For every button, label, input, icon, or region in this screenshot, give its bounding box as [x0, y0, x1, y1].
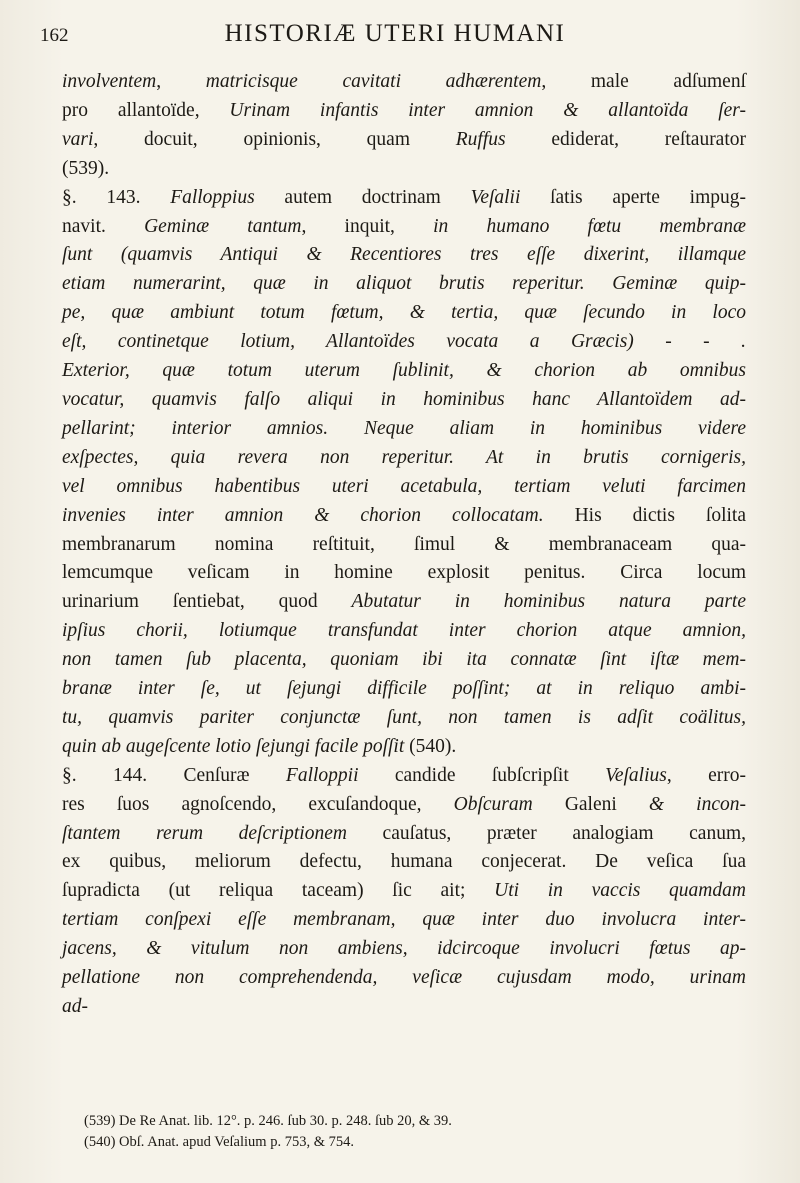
text-line — [62, 357, 746, 386]
roman-run: pro allantoïde, — [62, 99, 230, 121]
text-line — [62, 704, 746, 733]
text-line — [62, 733, 746, 762]
italic-run: Veſalius — [605, 764, 667, 786]
text-line — [62, 993, 746, 1022]
italic-run: involventem — [62, 71, 157, 92]
page-header — [40, 20, 760, 60]
text-line — [62, 473, 746, 502]
italic-run: pellatione non comprehendenda, veſicæ cujusdam modo, urinam — [62, 967, 746, 989]
text-line — [62, 588, 746, 617]
italic-run: Exterior, quæ totum uterum ſublinit, & chorion ab omnibus — [62, 360, 746, 382]
italic-run: Falloppius — [170, 186, 255, 208]
italic-run: ſtantem rerum deſcriptionem — [62, 822, 347, 844]
text-line — [62, 299, 746, 328]
italic-run: branæ inter ſe, ut ſejungi difficile poſſint; at in reliquo ambi- — [62, 678, 746, 700]
italic-run: tu, quamvis pariter conjunctæ ſunt, non tamen is adſit coälitus, — [62, 706, 746, 728]
italic-run: Uti in vaccis quamdam — [494, 880, 746, 902]
footnote: (539) De Re Anat. lib. 12°. p. 246. ſub 30. p. 248. ſub 20, & 39. — [84, 1113, 452, 1129]
roman-run: (539). — [62, 157, 110, 179]
italic-run: Urinam infantis inter amnion & allantoïda ſer- — [229, 99, 746, 121]
italic-run: Ruffus — [455, 128, 506, 150]
text-line — [62, 646, 746, 675]
text-line — [62, 848, 746, 877]
text-line — [62, 328, 746, 357]
roman-run: §. 144. Cenſuræ — [62, 764, 286, 786]
roman-run: lemcumque veſicam in homine explosit penitus. Circa locum — [62, 562, 746, 584]
italic-run: etiam numerarint, quæ in aliquot brutis reperitur. Geminæ quip- — [62, 273, 746, 295]
text-line — [62, 68, 746, 97]
italic-run: Abutatur in hominibus natura parte — [351, 591, 746, 613]
footnotes — [84, 1111, 744, 1153]
roman-run: , male adſumenſ — [541, 71, 746, 92]
roman-run: (540). — [404, 735, 457, 757]
roman-run: candide ſubſcripſit — [358, 764, 606, 786]
italic-run: Obſcuram — [453, 793, 533, 815]
text-line — [62, 386, 746, 415]
text-line — [62, 820, 746, 849]
text-line — [62, 617, 746, 646]
italic-run: Geminæ tantum — [144, 215, 302, 237]
roman-run: , erro- — [666, 764, 746, 786]
running-head: HISTORIÆ UTERI HUMANI — [224, 20, 566, 47]
roman-run: autem doctrinam — [254, 186, 471, 208]
italic-run: ipſius chorii, lotiumque transfundat inter chorion atque amnion, — [62, 620, 746, 642]
text-line — [62, 415, 746, 444]
roman-run: cauſatus, præter analogiam canum, — [346, 822, 746, 844]
page-number: 162 — [40, 25, 69, 46]
italic-run: jacens, & vitulum non ambiens, idcircoque involucri fœtus ap- — [62, 938, 746, 960]
italic-run: vocatur, quamvis falſo aliqui in hominibus hanc Allantoïdem ad- — [62, 388, 746, 410]
italic-run: invenies inter amnion & chorion collocatam. — [62, 504, 544, 526]
text-line — [62, 675, 746, 704]
roman-run: urinarium ſentiebat, quod — [62, 591, 352, 613]
roman-run: Galeni — [532, 793, 649, 815]
text-line — [62, 531, 746, 560]
text-line — [62, 184, 746, 213]
roman-run: ſupradicta (ut reliqua taceam) ſic ait; — [62, 880, 495, 902]
roman-run: , — [156, 71, 206, 92]
roman-run: ex quibus, meliorum defectu, humana conjecerat. De veſica ſua — [62, 851, 746, 873]
italic-run: & incon- — [648, 793, 747, 815]
roman-run: membranarum nomina reſtituit, ſimul & membranaceam qua- — [62, 533, 746, 555]
italic-run: exſpectes, quia revera non reperitur. At in brutis cornigeris, — [62, 446, 746, 468]
italic-run: tertiam conſpexi eſſe membranam, quæ inter duo involucra inter- — [62, 909, 746, 931]
roman-run: ſatis aperte impug- — [520, 186, 746, 208]
italic-run: pellarint; interior amnios. Neque aliam in hominibus videre — [62, 417, 746, 439]
italic-run: in humano fœtu membranæ — [433, 215, 746, 237]
text-line — [62, 877, 746, 906]
italic-run: ſunt (quamvis Antiqui & Recentiores tres eſſe dixerint, illamque — [62, 244, 746, 266]
italic-run: vel omnibus habentibus uteri acetabula, tertiam veluti farcimen — [62, 475, 746, 497]
italic-run: ad- — [62, 996, 88, 1017]
text-line — [62, 444, 746, 473]
roman-run: , docuit, opinionis, quam — [93, 128, 456, 150]
text-line — [62, 964, 746, 993]
roman-run: ediderat, reſtaurator — [505, 128, 747, 150]
text-line — [62, 502, 746, 531]
text-line — [62, 906, 746, 935]
text-line — [62, 155, 746, 184]
roman-run: , inquit, — [301, 215, 434, 237]
text-line — [62, 270, 746, 299]
text-line — [62, 97, 746, 126]
text-line — [62, 213, 746, 242]
italic-run: eſt, continetque lotium, Allantoïdes vocata a Græcis) - - . — [62, 331, 746, 353]
footnote: (540) Obſ. Anat. apud Veſalium p. 753, & 754. — [84, 1134, 354, 1150]
text-line — [62, 559, 746, 588]
italic-run: vari — [62, 128, 94, 150]
italic-run: quin ab augeſcente lotio ſejungi facile poſſit — [62, 735, 405, 757]
roman-run: His dictis ſolita — [543, 504, 746, 526]
text-line — [62, 241, 746, 270]
text-line — [62, 126, 746, 155]
text-line — [62, 791, 746, 820]
body-text — [62, 68, 746, 1022]
text-line — [62, 762, 746, 791]
roman-run: §. 143. — [62, 186, 171, 208]
italic-run: Falloppii — [285, 764, 359, 786]
italic-run: Veſalii — [470, 186, 521, 208]
roman-run: res ſuos agnoſcendo, excuſandoque, — [62, 793, 454, 815]
italic-run: matricisque cavitati adhærentem — [205, 71, 542, 92]
roman-run: navit. — [62, 215, 145, 237]
text-line — [62, 935, 746, 964]
italic-run: non tamen ſub placenta, quoniam ibi ita connatæ ſint iſtæ mem- — [62, 649, 746, 671]
italic-run: pe, quæ ambiunt totum fœtum, & tertia, quæ ſecundo in loco — [62, 302, 746, 324]
